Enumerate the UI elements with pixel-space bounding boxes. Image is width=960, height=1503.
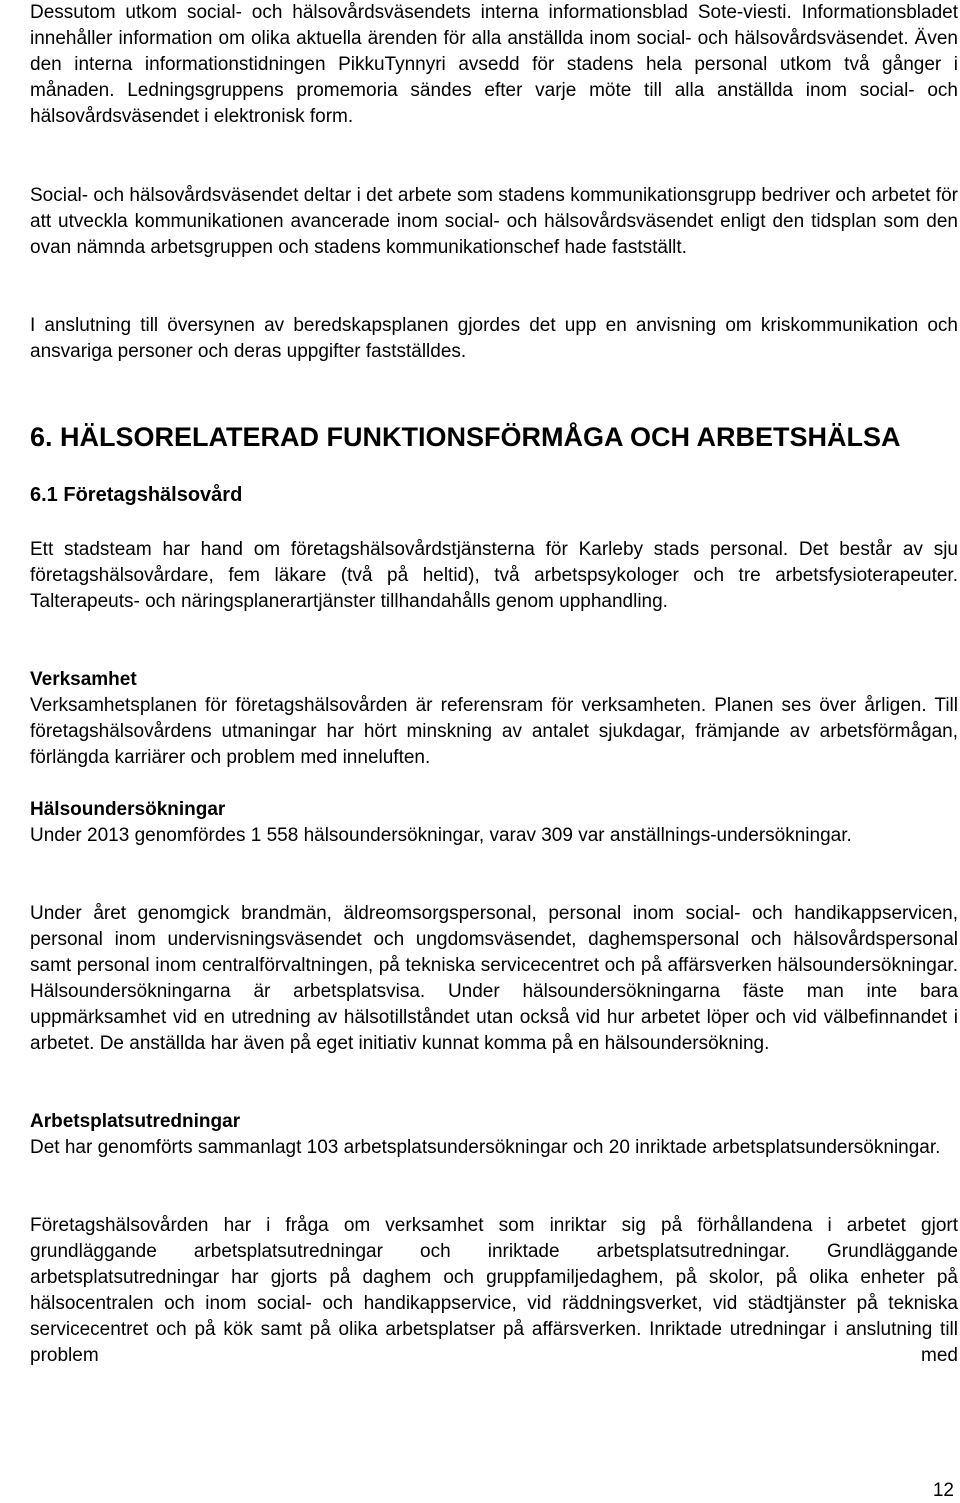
paragraph-stadsteam: Ett stadsteam har hand om företagshälsovårdstjänsterna för Karleby stads personal. Det består av sju företagshälsovårdare, fem läkare (två på heltid), två arbetspsykologer och tre arbetsfysioterapeuter. Talterapeuts- och näringsplanerartjänster tillhandahålls genom upphandling. xyxy=(30,539,958,612)
page-number: 12 xyxy=(932,1480,954,1501)
verksamhet-heading: Verksamhet xyxy=(30,669,137,690)
verksamhet-text: Verksamhetsplanen för företagshälsovården är referensram för verksamheten. Planen ses över årligen. Till företagshälsovårdens utmaningar har hört minskning av antalet sjukdagar, främjande av arbetsförmågan, förlängda karriärer och problem med inneluften. xyxy=(30,695,958,768)
arbetsplatsutredningar-text: Det har genomförts sammanlagt 103 arbetsplatsundersökningar och 20 inriktade arbetsplatsundersökningar. xyxy=(30,1137,941,1158)
verksamhet-block xyxy=(30,667,958,771)
halsoundersokningar-heading: Hälsoundersökningar xyxy=(30,799,226,820)
paragraph-foretagshalsovarden: Företagshälsovården har i fråga om verksamhet som inriktar sig på förhållandena i arbetet gjort grundläggande arbetsplatsutredningar och inriktade arbetsplatsutredningar. Grundläggande arbetsplatsutredningar har gjorts på daghem och gruppfamiljedaghem, på skolor, på olika enheter på hälsocentralen och inom social- och handikappservice, vid räddningsverket, vid städtjänster på tekniska servicecentret och på kök samt på olika arbetsplatser på affärsverken. Inriktade utredningar i anslutning till problem med xyxy=(30,1215,958,1366)
subsection-heading: 6.1 Företagshälsovård xyxy=(30,484,243,506)
paragraph-informationsblad: Dessutom utkom social- och hälsovårdsväsendets interna informationsblad Sote-viesti. Informationsbladet innehåller information om olika aktuella ärenden för alla anställda inom social- och hälsovårdsväsendet. Även den interna informationstidningen PikkuTynnyri avsedd för stadens hela personal utkom två gånger i månaden. Ledningsgruppens promemoria sändes efter varje möte till alla anställda inom social- och hälsovårdsväsendet i elektronisk form. xyxy=(30,2,958,127)
arbetsplatsutredningar-block xyxy=(30,1109,958,1161)
section-heading: 6. HÄLSORELATERAD FUNKTIONSFÖRMÅGA OCH ARBETSHÄLSA xyxy=(30,422,901,452)
paragraph-kommunikationsgrupp: Social- och hälsovårdsväsendet deltar i det arbete som stadens kommunikationsgrupp bedriver och arbetet för att utveckla kommunikationen avancerade inom social- och hälsovårdsväsendet enligt den tidsplan som den ovan nämnda arbetsgruppen och stadens kommunikationschef hade fastställt. xyxy=(30,185,958,258)
paragraph-kriskommunikation: I anslutning till översynen av beredskapsplanen gjordes det upp en anvisning om kriskommunikation och ansvariga personer och deras uppgifter fastställdes. xyxy=(30,315,958,362)
halsoundersokningar-block xyxy=(30,797,958,849)
halsoundersokningar-text: Under 2013 genomfördes 1 558 hälsoundersökningar, varav 309 var anställnings-undersökningar. xyxy=(30,825,852,846)
paragraph-under-aret: Under året genomgick brandmän, äldreomsorgspersonal, personal inom social- och handikappservicen, personal inom undervisningsväsendet och ungdomsväsendet, daghemspersonal och hälsovårdspersonal samt personal inom centralförvaltningen, på tekniska servicecentret och på affärsverken hälsoundersökningar. Hälsoundersökningarna är arbetsplatsvisa. Under hälsoundersökningarna fäste man inte bara uppmärksamhet vid en utredning av hälsotillståndet utan också vid hur arbetet löper och vid välbefinnandet i arbetet. De anställda har även på eget initiativ kunnat komma på en hälsoundersökning. xyxy=(30,903,958,1054)
arbetsplatsutredningar-heading: Arbetsplatsutredningar xyxy=(30,1111,241,1132)
